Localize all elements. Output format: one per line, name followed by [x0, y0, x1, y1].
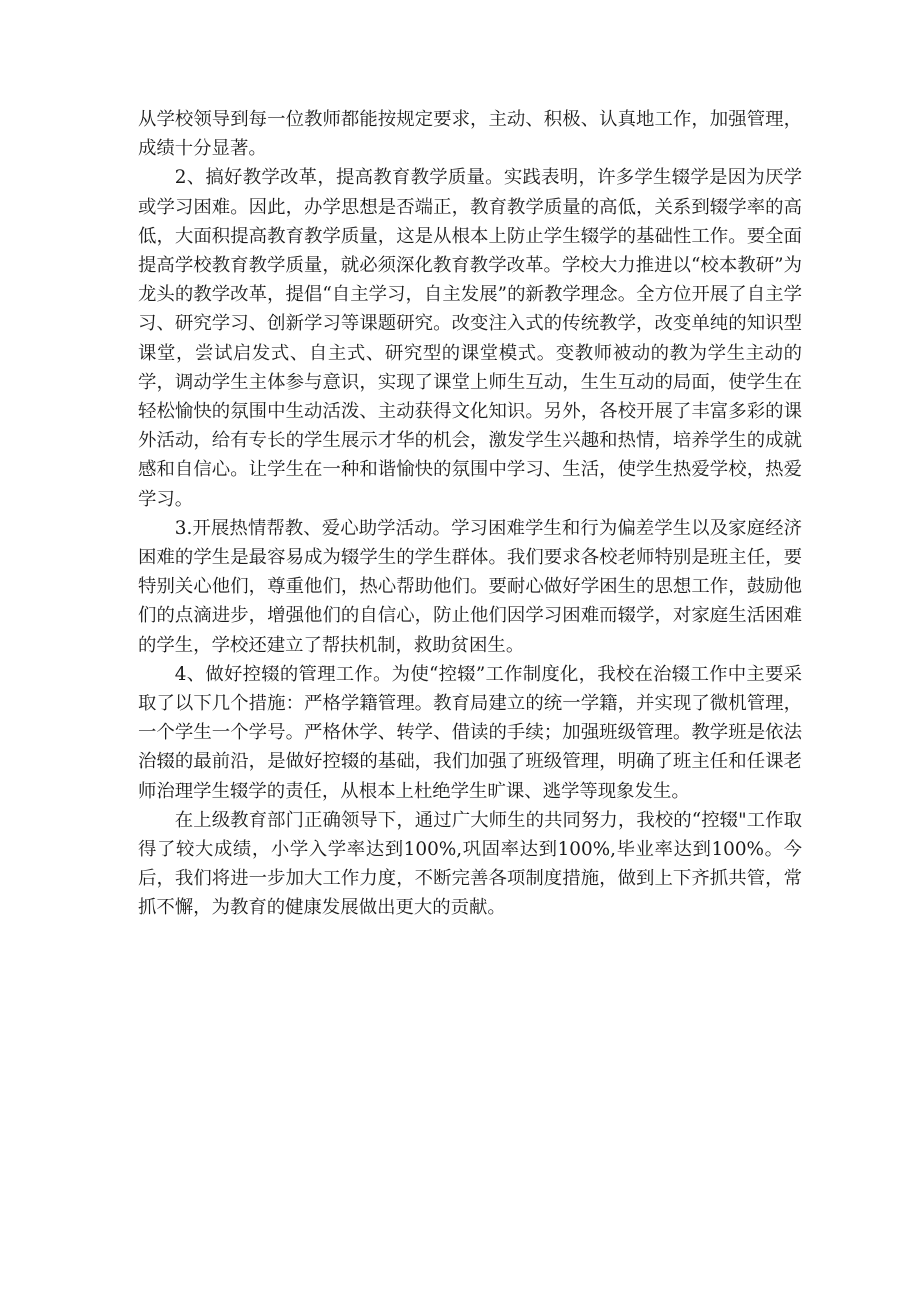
paragraph-conclusion: 在上级教育部门正确领导下，通过广大师生的共同努力，我校的“控辍"工作取得了较大成绩，小学入学率达到100%,巩固率达到100%,毕业率达到100%。今后，我们将进一步加大工作力度，不断完善各项制度措施，做到上下齐抓共管，常抓不懈，为教育的健康发展做出更大的贡献。: [138, 809, 802, 919]
document-page: [138, 105, 802, 923]
paragraph-help-students: 3.开展热情帮教、爱心助学活动。学习困难学生和行为偏差学生以及家庭经济困难的学生是最容易成为辍学生的学生群体。我们要求各校老师特别是班主任，要特别关心他们，尊重他们，热心帮助他们。要耐心做好学困生的思想工作，鼓励他们的点滴进步，增强他们的自信心，防止他们因学习困难而辍学，对家庭生活困难的学生，学校还建立了帮扶机制，救助贫困生。: [138, 517, 802, 656]
paragraph-teaching-reform: 2、搞好教学改革，提高教育教学质量。实践表明，许多学生辍学是因为厌学或学习困难。因此，办学思想是否端正，教育教学质量的高低，关系到辍学率的高低，大面积提高教育教学质量，这是从根本上防止学生辍学的基础性工作。要全面提高学校教育教学质量，就必须深化教育教学改革。学校大力推进以“校本教研”为龙头的教学改革，提倡“自主学习，自主发展”的新教学理念。全方位开展了自主学习、研究学习、创新学习等课题研究。改变注入式的传统教学，改变单纯的知识型课堂，尝试启发式、自主式、研究型的课堂模式。变教师被动的教为学生主动的学，调动学生主体参与意识，实现了课堂上师生互动，生生互动的局面，使学生在轻松愉快的氛围中生动活泼、主动获得文化知识。另外，各校开展了丰富多彩的课外活动，给有专长的学生展示才华的机会，激发学生兴趣和热情，培养学生的成就感和自信心。让学生在一种和谐愉快的氛围中学习、生活，使学生热爱学校，热爱学习。: [138, 167, 802, 510]
paragraph-continued: 从学校领导到每一位教师都能按规定要求，主动、积极、认真地工作，加强管理，成绩十分显著。: [138, 109, 802, 160]
paragraph-dropout-management: 4、做好控辍的管理工作。为使“控辍”工作制度化，我校在治辍工作中主要采取了以下几个措施：严格学籍管理。教育局建立的统一学籍，并实现了微机管理，一个学生一个学号。严格休学、转学、借读的手续；加强班级管理。教学班是依法治辍的最前沿，是做好控辍的基础，我们加强了班级管理，明确了班主任和任课老师治理学生辍学的责任，从根本上杜绝学生旷课、逃学等现象发生。: [138, 663, 802, 802]
